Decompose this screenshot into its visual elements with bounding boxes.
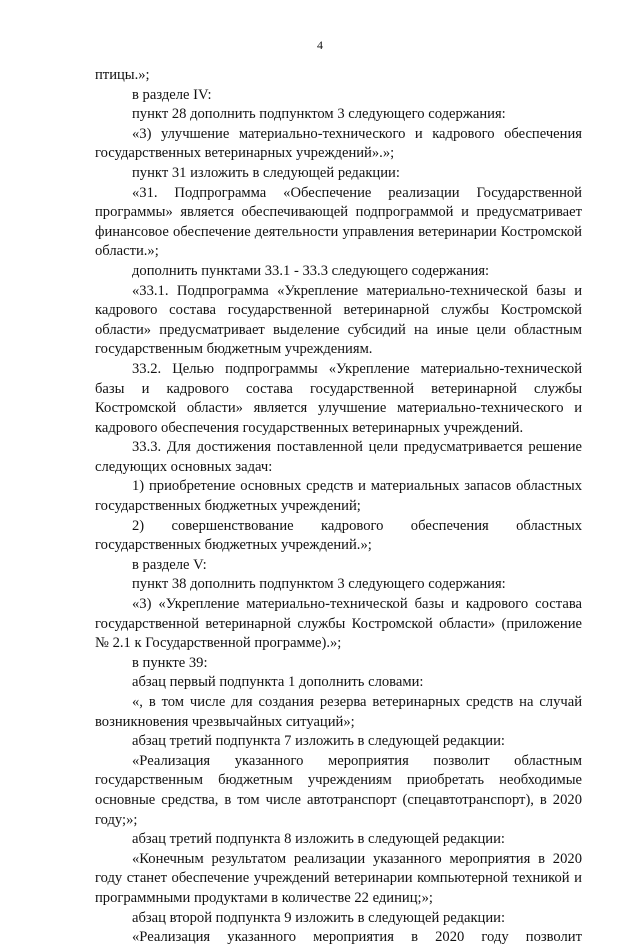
- paragraph: птицы.»;: [95, 67, 150, 83]
- paragraph: «33.1. Подпрограмма «Укрепление материально-технической базы и кадрового состава государственной ветеринарной службы Костромской области» предусматривает выделение субсидий на иные цели областным государственным бюджетным учреждениям.: [95, 282, 582, 358]
- paragraph: пункт 31 изложить в следующей редакции:: [132, 164, 400, 181]
- paragraph: абзац третий подпункта 7 изложить в следующей редакции:: [132, 733, 505, 750]
- paragraph: в разделе IV:: [132, 86, 212, 103]
- paragraph: «3) улучшение материально-технического и кадрового обеспечения государственных ветеринарных учреждений».»;: [95, 125, 582, 162]
- paragraph: абзац второй подпункта 9 изложить в следующей редакции:: [132, 909, 506, 926]
- paragraph: «Реализация указанного мероприятия в 2020 году позволит: [132, 929, 582, 946]
- paragraph: «Конечным результатом реализации указанного мероприятия в 2020 году станет обеспечение учреждений ветеринарии компьютерной техникой и программными продуктами в количестве 22 единиц;»;: [95, 850, 582, 906]
- paragraph: 1) приобретение основных средств и материальных запасов областных государственных бюджетных учреждений;: [95, 478, 582, 515]
- paragraph: в пункте 39:: [132, 654, 208, 671]
- paragraph: в разделе V:: [132, 556, 207, 573]
- paragraph: «, в том числе для создания резерва ветеринарных средств на случай возникновения чрезвычайных ситуаций»;: [95, 694, 582, 730]
- paragraph: дополнить пунктами 33.1 - 33.3 следующего содержания:: [132, 262, 490, 279]
- paragraph: 33.3. Для достижения поставленной цели предусматривается решение следующих основных задач:: [95, 439, 582, 475]
- paragraph: «3) «Укрепление материально-технической базы и кадрового состава государственной ветеринарной службы Костромской области» (приложение № 2.1 к Государственной программе).»;: [95, 596, 582, 652]
- document-body: [95, 66, 582, 948]
- paragraph: абзац третий подпункта 8 изложить в следующей редакции:: [132, 831, 505, 848]
- paragraph: пункт 38 дополнить подпунктом 3 следующего содержания:: [132, 576, 506, 593]
- paragraph: 33.2. Целью подпрограммы «Укрепление материально-технической базы и кадрового состава государственной ветеринарной службы Костромской области» является улучшение материально-технического и кадрового обеспечения государственных ветеринарных учреждений.: [95, 360, 582, 436]
- paragraph: пункт 28 дополнить подпунктом 3 следующего содержания:: [132, 106, 506, 123]
- paragraph: «Реализация указанного мероприятия позволит областным государственным бюджетным учреждениям приобретать необходимые основные средства, в том числе автотранспорт (спецавтотранспорт), в 2020 году;»;: [95, 752, 582, 828]
- paragraph: абзац первый подпункта 1 дополнить словами:: [132, 674, 424, 691]
- page-number: 4: [317, 38, 323, 52]
- paragraph: «31. Подпрограмма «Обеспечение реализации Государственной программы» является обеспечивающей подпрограммой и предусматривает финансовое обеспечение деятельности управления ветеринарии Костромской области.»;: [95, 184, 582, 260]
- paragraph: 2) совершенствование кадрового обеспечения областных государственных бюджетных учреждений.»;: [95, 517, 582, 554]
